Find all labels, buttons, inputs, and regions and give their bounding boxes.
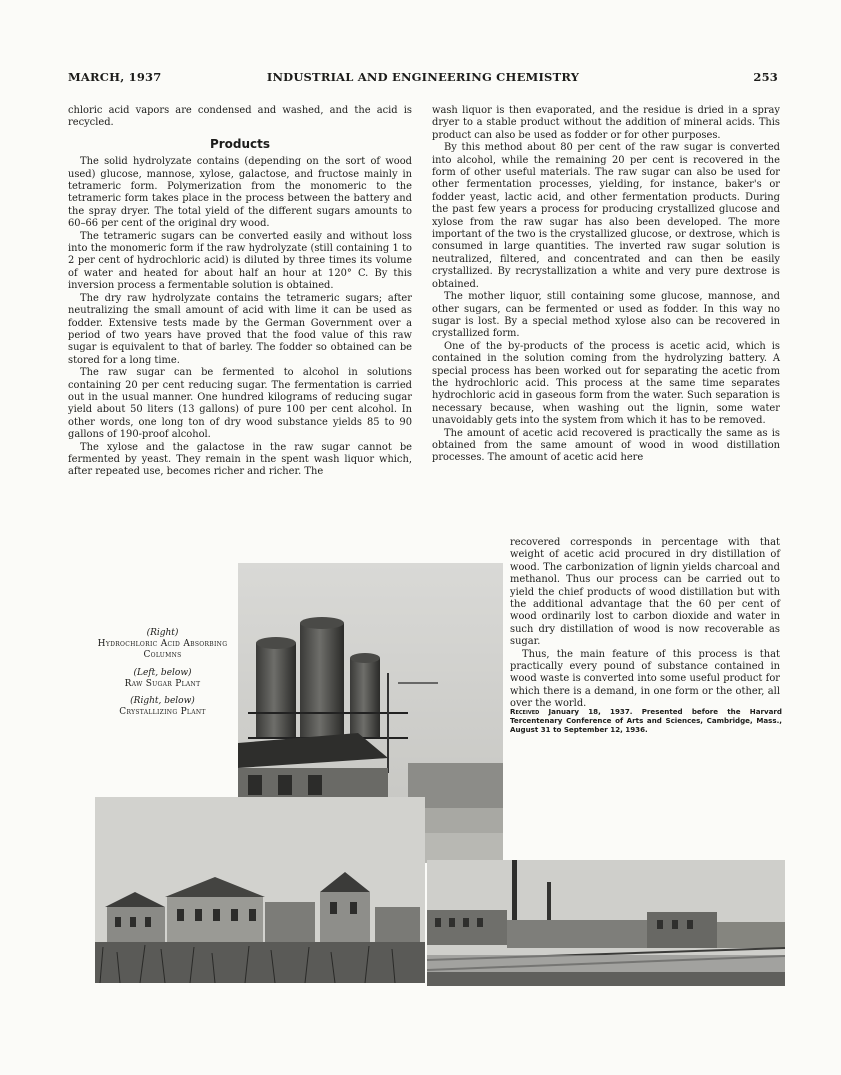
running-header: [68, 70, 778, 90]
caption-title: Raw Sugar Plant: [124, 678, 201, 689]
figure-caption: [90, 628, 235, 724]
received-text: January 18, 1937. Presented before the Harvard Tercentenary Conference of Arts and Sciences, Cambridge, Mass., August 31 to September 12, 1936.: [510, 707, 782, 735]
right-column-continued: [510, 537, 780, 711]
journal-title: INDUSTRIAL AND ENGINEERING CHEMISTRY: [266, 70, 580, 84]
paragraph: wash liquor is then evaporated, and the residue is dried in a spray dryer to a stable product without the addition of mineral acids. This product can also be used as fodder or for other purposes.: [432, 105, 780, 141]
left-column: [68, 105, 412, 479]
paragraph: The mother liquor, still containing some glucose, mannose, and other sugars, can be fermented or used as fodder. In this way no sugar is lost. By a special method xylose also can be recovered in crystallized form.: [432, 291, 780, 340]
received-note: [510, 707, 782, 735]
crystallizing-plant-photo: [427, 860, 785, 986]
raw-sugar-plant-photo: [95, 797, 425, 983]
paragraph: One of the by-products of the process is acetic acid, which is contained in the solution coming from the hydrolyzing battery. A special process has been worked out for separating the acetic from the hydrochloric acid. This process at the same time separates hydrochloric acid in gaseous form from the water. Such separation is necessary because, when washing out the lignin, some water unavoidably gets into the system from which it has to be removed.: [432, 340, 780, 427]
caption-title: Crystallizing Plant: [119, 707, 206, 718]
paragraph: recovered corresponds in percentage with that weight of acetic acid procured in dry distillation of wood. The carbonization of lignin yields charcoal and methanol. Thus our process can be carried out to yield the chief products of wood distillation but with the additional advantage that the 60 per cent of wood ordinarily lost to carbon dioxide and water in such dry distillation of wood is now recoverable as sugar.: [510, 537, 780, 648]
paragraph: The dry raw hydrolyzate contains the tetrameric sugars; after neutralizing the small amount of acid with lime it can be used as fodder. Extensive tests made by the German Government over a period of two years have proved that the food value of this raw sugar is equivalent to that of barley. The fodder so obtained can be stored for a long time.: [68, 292, 412, 366]
paragraph: By this method about 80 per cent of the raw sugar is converted into alcohol, while the remaining 20 per cent is recovered in the form of other useful materials. The raw sugar can also be used for other fermentation processes, yielding, for instance, baker's or fodder yeast, lactic acid, and other fermentation products. During the past few years a process for producing crystallized glucose and xylose from the raw sugar has also been developed. The more important of the two is the crystallized glucose, or dextrose, which is consumed in large quantities. The inverted raw sugar solution is neutralized, filtered, and concentrated and can then be easily crystallized. By recrystallization a white and very pure dextrose is obtained.: [432, 142, 780, 290]
paragraph: The xylose and the galactose in the raw sugar cannot be fermented by yeast. They remain in the spent wash liquor which, after repeated use, becomes richer and richer. The: [68, 441, 412, 478]
right-column: [432, 105, 780, 465]
paragraph: The raw sugar can be fermented to alcohol in solutions containing 20 per cent reducing sugar. The fermentation is carried out in the usual manner. One hundred kilograms of reducing sugar yield about 50 liters (13 gallons) of pure 100 per cent alcohol. In other words, one long ton of dry wood substance yields 85 to 90 gallons of 190-proof alcohol.: [68, 367, 412, 441]
section-heading: Products: [209, 136, 271, 151]
caption-position: (Right): [146, 628, 179, 638]
paragraph: The solid hydrolyzate contains (depending on the sort of wood used) glucose, mannose, xylose, galactose, and fructose mainly in tetrameric form. Polymerization from the monomeric to the tetrameric form takes place in the process between the battery and the spray dryer. The total yield of the different sugars amounts to 60–66 per cent of the original dry wood.: [68, 156, 412, 230]
caption-position: (Left, below): [133, 667, 192, 678]
caption-position: (Right, below): [130, 696, 195, 707]
issue-date: MARCH, 1937: [68, 70, 162, 84]
page-number: 253: [753, 70, 778, 84]
paragraph: chloric acid vapors are condensed and washed, and the acid is recycled.: [68, 105, 412, 129]
received-label: Received: [510, 707, 540, 716]
paragraph: The amount of acetic acid recovered is practically the same as is obtained from the same amount of wood in wood distillation processes. The amount of acetic acid here: [432, 427, 780, 464]
paragraph: Thus, the main feature of this process is that practically every pound of substance contained in wood waste is converted into some useful product for which there is a demand, in one form or the other, all over the world.: [510, 648, 780, 710]
paragraph: The tetrameric sugars can be converted easily and without loss into the monomeric form if the raw hydrolyzate (still containing 1 to 2 per cent of hydrochloric acid) is diluted by three times its volume of water and heated for about half an hour at 120° C. By this inversion process a fermentable solution is obtained.: [68, 230, 412, 292]
caption-title: Hydrochloric Acid Absorbing Columns: [97, 639, 228, 661]
